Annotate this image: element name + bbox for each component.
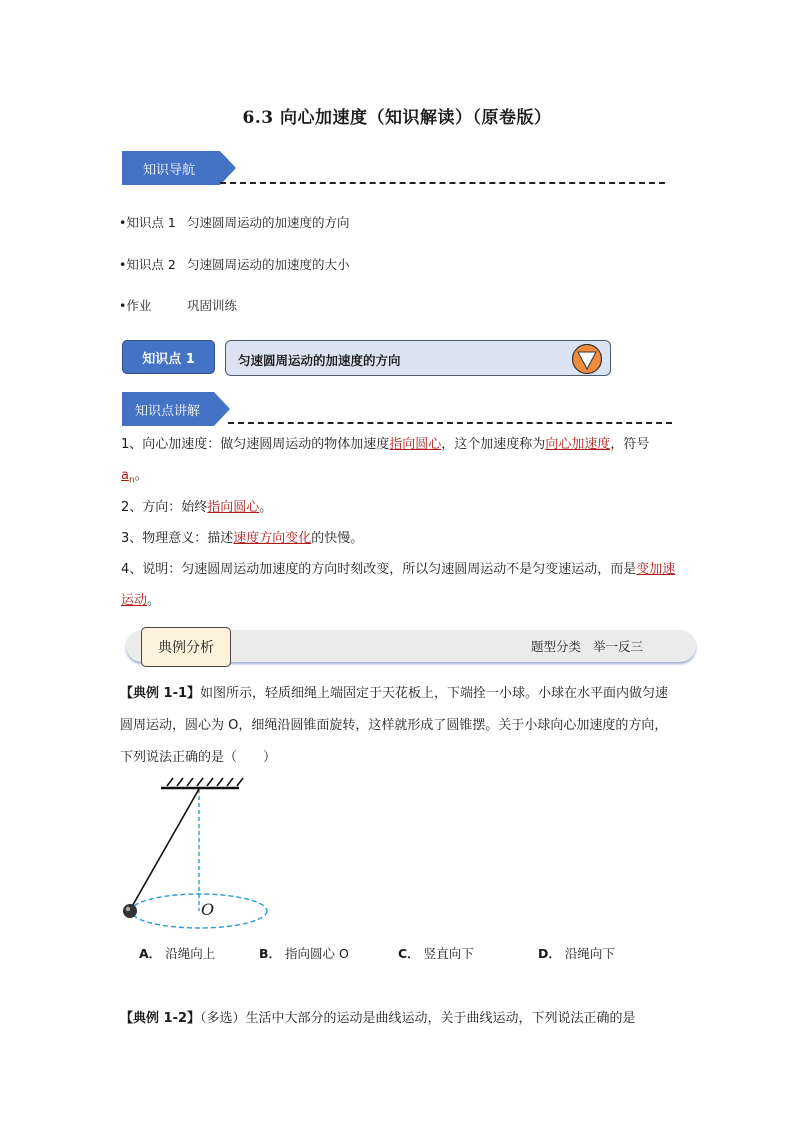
question-1-2: 【典例 1-2】（多选）生活中大部分的运动是曲线运动，关于曲线运动，下列说法正确的是 — [120, 1011, 636, 1026]
page-title: 6.3 向心加速度（知识解读）（原卷版） — [242, 108, 552, 128]
option-d[interactable]: D． 沿绳向下 — [538, 946, 615, 961]
option-a[interactable]: A． 沿绳向上 — [139, 946, 216, 961]
chevron-down-icon — [571, 343, 603, 375]
point-3: 3、物理意义：描述速度方向变化的快慢。 — [121, 531, 364, 546]
example-band-tab: 典例分析 — [141, 627, 231, 667]
example-band-subtitle: 题型分类 举一反三 — [531, 639, 644, 654]
explain-divider — [228, 422, 672, 424]
point-2: 2、方向：始终指向圆心。 — [121, 500, 273, 515]
kp1-title-box — [225, 340, 611, 376]
question-1-1: 【典例 1-1】如图所示，轻质细绳上端固定于天花板上，下端拴一小球。小球在水平面内做匀速圆周运动，圆心为 O，细绳沿圆锥面旋转，这样就形成了圆锥摆。关于小球向心加速度的方向，下列说法正确的是（ ） — [120, 686, 669, 765]
point-4: 4、说明：匀速圆周运动加速度的方向时刻改变，所以匀速圆周运动不是匀变速运动，而是变加速运动。 — [121, 562, 676, 608]
kp1-badge: 知识点 1 — [122, 340, 215, 374]
point-1: 1、向心加速度：做匀速圆周运动的物体加速度指向圆心，这个加速度称为向心加速度，符号 $a_n$。 — [121, 437, 650, 486]
option-c[interactable]: C． 竖直向下 — [398, 946, 474, 961]
nav-item-1: •知识点 1 匀速圆周运动的加速度的方向 — [119, 215, 350, 230]
nav-item-2: •知识点 2 匀速圆周运动的加速度的大小 — [119, 257, 350, 272]
kp1-title: 匀速圆周运动的加速度的方向 — [238, 353, 401, 368]
nav-divider — [220, 182, 665, 184]
circle-center-label: O — [201, 900, 215, 919]
option-b[interactable]: B． 指向圆心 O — [259, 946, 349, 961]
nav-tag-label: 知识导航 — [143, 163, 196, 178]
nav-item-3: •作业 巩固训练 — [119, 298, 238, 313]
conical-pendulum-figure — [115, 775, 275, 935]
explain-tag-label: 知识点讲解 — [135, 404, 201, 419]
